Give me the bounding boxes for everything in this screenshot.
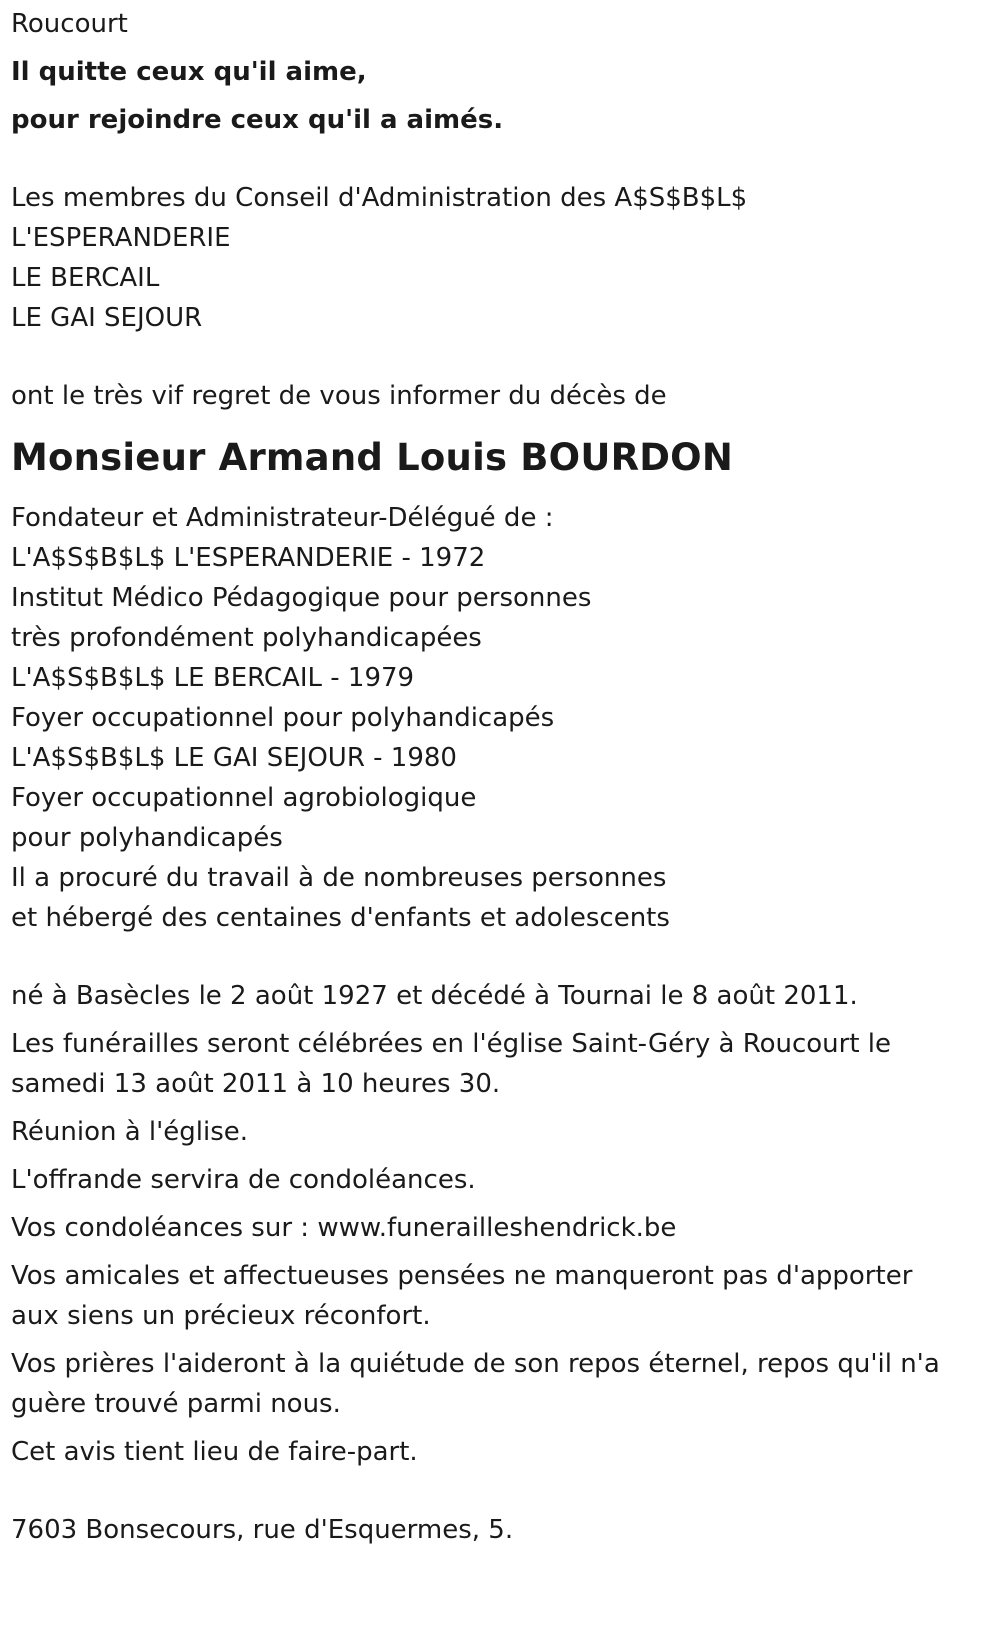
biography-line: Institut Médico Pédagogique pour personnes [11,583,592,613]
biography-line: et hébergé des centaines d'enfants et adolescents [11,903,670,933]
organization-bercail: LE BERCAIL [11,263,160,293]
epitaph-line-1: Il quitte ceux qu'il aime, [11,57,367,87]
regret-statement: ont le très vif regret de vous informer du décès de [11,381,667,411]
thoughts-line-1: Vos amicales et affectueuses pensées ne manqueront pas d'apporter [11,1261,913,1291]
funeral-line-2: samedi 13 août 2011 à 10 heures 30. [11,1069,501,1099]
biography-line: L'A$S$B$L$ LE GAI SEJOUR - 1980 [11,743,457,773]
prayers-line-1: Vos prières l'aideront à la quiétude de son repos éternel, repos qu'il n'a [11,1349,940,1379]
biography-line: Foyer occupationnel agrobiologique [11,783,477,813]
address: 7603 Bonsecours, rue d'Esquermes, 5. [11,1515,514,1545]
thoughts-line-2: aux siens un précieux réconfort. [11,1301,431,1331]
prayers-line-2: guère trouvé parmi nous. [11,1389,341,1419]
thoughts-message [11,1256,990,1336]
birth-death-dates: né à Basècles le 2 août 1927 et décédé à Tournai le 8 août 2011. [11,981,858,1011]
prayers-message [11,1344,990,1424]
biography-line: L'A$S$B$L$ LE BERCAIL - 1979 [11,663,415,693]
announcers-intro: Les membres du Conseil d'Administration des A$S$B$L$ [11,183,748,213]
biography-line: très profondément polyhandicapées [11,623,482,653]
location: Roucourt [11,9,128,39]
offering-info: L'offrande servira de condoléances. [11,1165,476,1195]
biography-line: pour polyhandicapés [11,823,283,853]
biography-line: Fondateur et Administrateur-Délégué de : [11,503,554,533]
condolences-link: Vos condoléances sur : www.funerailleshendrick.be [11,1213,677,1243]
organization-gai-sejour: LE GAI SEJOUR [11,303,203,333]
epitaph-line-2: pour rejoindre ceux qu'il a aimés. [11,105,504,135]
biography-line: Foyer occupationnel pour polyhandicapés [11,703,555,733]
biography [11,498,990,938]
organization-esperanderie: L'ESPERANDERIE [11,223,231,253]
biography-line: L'A$S$B$L$ L'ESPERANDERIE - 1972 [11,543,486,573]
biography-line: Il a procuré du travail à de nombreuses personnes [11,863,667,893]
deceased-name: Monsieur Armand Louis BOURDON [11,436,734,479]
funeral-line-1: Les funérailles seront célébrées en l'église Saint-Géry à Roucourt le [11,1029,892,1059]
notice-statement: Cet avis tient lieu de faire-part. [11,1437,418,1467]
meeting-info: Réunion à l'église. [11,1117,249,1147]
funeral-info [11,1024,990,1104]
